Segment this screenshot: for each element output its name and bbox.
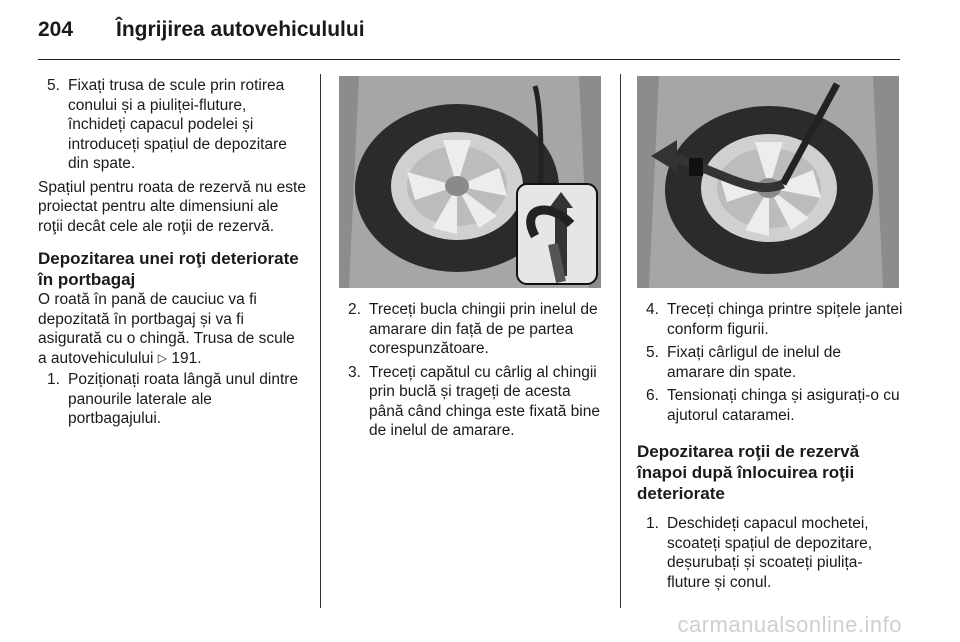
step-text: Fixați trusa de scule prin rotirea conului și a piuliței-fluture, închideți capacul podelei și introduceți spațiul de depozitare din spate.: [68, 77, 287, 172]
step-number: 2.: [348, 301, 361, 318]
step-5: [637, 343, 903, 382]
column-divider: [320, 74, 321, 608]
step-text: Treceți chinga printre spițele jantei conform figurii.: [667, 301, 903, 338]
watermark: carmanualsonline.info: [677, 612, 902, 637]
step-text: Deschideți capacul mochetei, scoateți spațiul de depozitare, deșurubați și scoateți piulița-fluture și conul.: [667, 515, 873, 591]
section-heading: Depozitarea roţii de rezervă înapoi după înlocuirea roţii deteriorate: [637, 442, 860, 503]
step-5: [38, 76, 306, 174]
step-text: Treceți bucla chingii prin inelul de amarare din față de pe partea corespunzătoare.: [369, 301, 598, 357]
step-text: Treceți capătul cu cârlig al chingii prin buclă și trageți de acesta până când chinga este fixată bine de inelul de amarare.: [369, 363, 600, 439]
arrow-right-icon[interactable]: ▷: [157, 350, 168, 365]
paragraph: [38, 290, 306, 368]
column-1: [38, 76, 306, 433]
step-1: [38, 370, 306, 429]
step-number: 1.: [47, 371, 60, 388]
column-2: [339, 76, 605, 445]
section-heading: Depozitarea unei roţi deteriorate în portbagaj: [38, 249, 299, 289]
page-number: 204: [38, 18, 74, 41]
step-number: 6.: [646, 387, 659, 404]
step-number: 1.: [646, 515, 659, 532]
step-3: [339, 363, 605, 441]
step-number: 4.: [646, 301, 659, 318]
step-number: 5.: [646, 344, 659, 361]
page-header: [38, 12, 900, 60]
column-3: [637, 76, 903, 596]
step-text: Tensionați chinga și asigurați-o cu ajutorul cataramei.: [667, 387, 900, 424]
figure-strap-spokes: [637, 76, 899, 288]
step-4: [637, 300, 903, 339]
page-reference[interactable]: 191.: [171, 349, 202, 367]
paragraph-text: O roată în pană de cauciuc va fi depozitată în portbagaj și va fi asigurată cu o chingă. Trusa de scule a autovehiculului: [38, 291, 295, 367]
step-text: Fixați cârligul de inelul de amarare din spate.: [667, 344, 842, 381]
step-number: 3.: [348, 363, 361, 381]
step-6: [637, 386, 903, 425]
step-1: [637, 514, 903, 592]
paragraph: Spațiul pentru roata de rezervă nu este proiectat pentru alte dimensiuni ale roţii decât cele ale roţii de rezervă.: [38, 178, 306, 235]
step-number: 5.: [47, 77, 60, 94]
figure-strap-loop: [339, 76, 601, 288]
chapter-title: Îngrijirea autovehiculului: [116, 18, 365, 41]
step-text: Poziționați roata lângă unul dintre panourile laterale ale portbagajului.: [68, 371, 299, 427]
step-2: [339, 300, 605, 359]
column-divider: [620, 74, 621, 608]
